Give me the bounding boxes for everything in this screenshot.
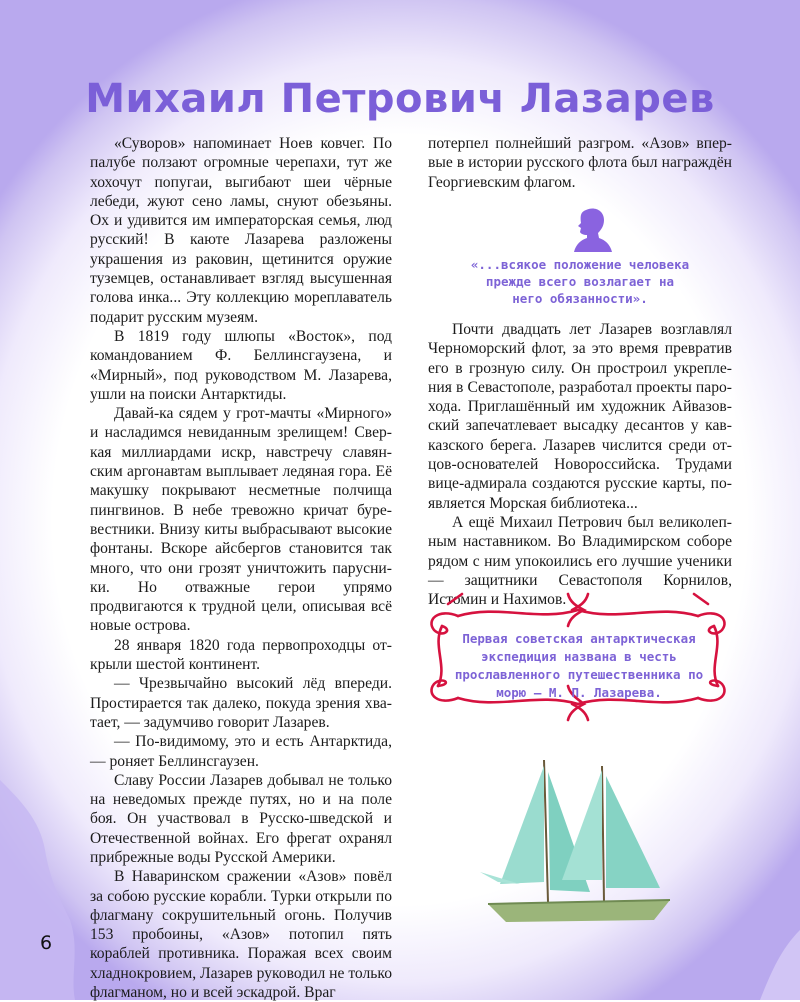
quote-text: «...всякое положение человека прежде всего возлагает на него обязанности».	[470, 257, 690, 306]
paragraph: — По-видимому, это и есть Антарктида, — роняет Беллинсгаузен.	[90, 733, 392, 770]
paragraph-continuation: потерпел полнейший разгром. «Азов» впервые в истории русского флота был награждён Георгиевским флагом.	[428, 135, 732, 191]
paragraph: — Чрезвычайно высокий лёд впереди. Простирается так далеко, покуда зрения хватает, — задумчиво говорит Лазарев.	[90, 675, 392, 731]
paragraph: В 1819 году шлюпы «Восток», под командованием Ф. Беллинсгаузена, и «Мирный», под руководством М. Лазарева, ушли на поиски Антарктиды.	[90, 327, 392, 403]
paragraph: Славу России Лазарев добывал не только на неведомых прежде путях, но и на поле боя. Он участвовал в Русско-шведской и Отечественной войнах. Его фрегат охранял прибрежные воды Русской Америки.	[90, 771, 392, 866]
paragraph: «Суворов» напоминает Ноев ковчег. По палубе ползают огромные черепахи, тут же хохочут попугаи, выгибают шеи чёрные лебеди, жуют сено ламы, снуют обезьяны. Ох и удивится им императорская семья, люд русский! В каюте Лазарева разложены украшения из раковин, щетинится оружие туземцев, останавливает взгляд высушенная голова инка... Эту коллекцию мореплаватель подарит русским музеям.	[90, 135, 392, 326]
right-text-column-top	[428, 134, 732, 192]
paragraph: В Наваринском сражении «Азов» повёл за собою русские корабли. Турки открыли по флагману сокрушительный огонь. Получив 153 пробоины, «Азов» потопил пять кораблей противника. Поражая всех своим хладнокровием, Лазарев руководил не только флагманом, но и всей эскадрой. Враг	[90, 868, 392, 1002]
page-number: 6	[40, 932, 53, 954]
paragraph: 28 января 1820 года первопроходцы открыли шестой континент.	[90, 636, 392, 674]
page-title: Михаил Петрович Лазарев	[85, 76, 715, 122]
paragraph: Почти двадцать лет Лазарев возглавлял Черноморский флот, за это время превратив его в грозную силу. Он простроил укрепления в Севастополе, разработал проекты парохода. Приглашённый им художник Айвазовский запечатлевает высадку десантов у кавказского берега. Лазарев числится среди отцов-основателей Новороссийска. Трудами вице-адмирала создаются русские карты, появляется Морская библиотека...	[428, 321, 732, 512]
sailboat-illustration	[470, 752, 680, 932]
paragraph: А ещё Михаил Петрович был великолепным наставником. Во Владимирском соборе рядом с ним упокоились его лучшие ученики — защитники Севастополя Корнилов, Истомин и Нахимов.	[428, 513, 732, 609]
paragraph: Давай-ка сядем у грот-мачты «Мирного» и насладимся невиданным зрелищем! Сверкая миллиардами искр, навстречу славянским аргонавтам выплывает ледяная гора. Её макушку покрывают несметные полчища пингвинов. В небе тревожно кричат буревестники. Внизу киты выбрасывают высокие фонтаны. Вскоре айсбергов становится так много, что они грозят уничтожить парусники. Но отважные герои упрямо продвигаются к трудной цели, описывая всё новые острова.	[90, 405, 392, 635]
fact-box-text: Первая советская антарктическая экспедиция названа в честь прославленного путешественника по морю — М. П. Лазарева.	[454, 631, 704, 700]
person-silhouette-icon	[568, 206, 612, 252]
right-text-column	[428, 320, 732, 609]
left-text-column	[90, 134, 392, 1002]
